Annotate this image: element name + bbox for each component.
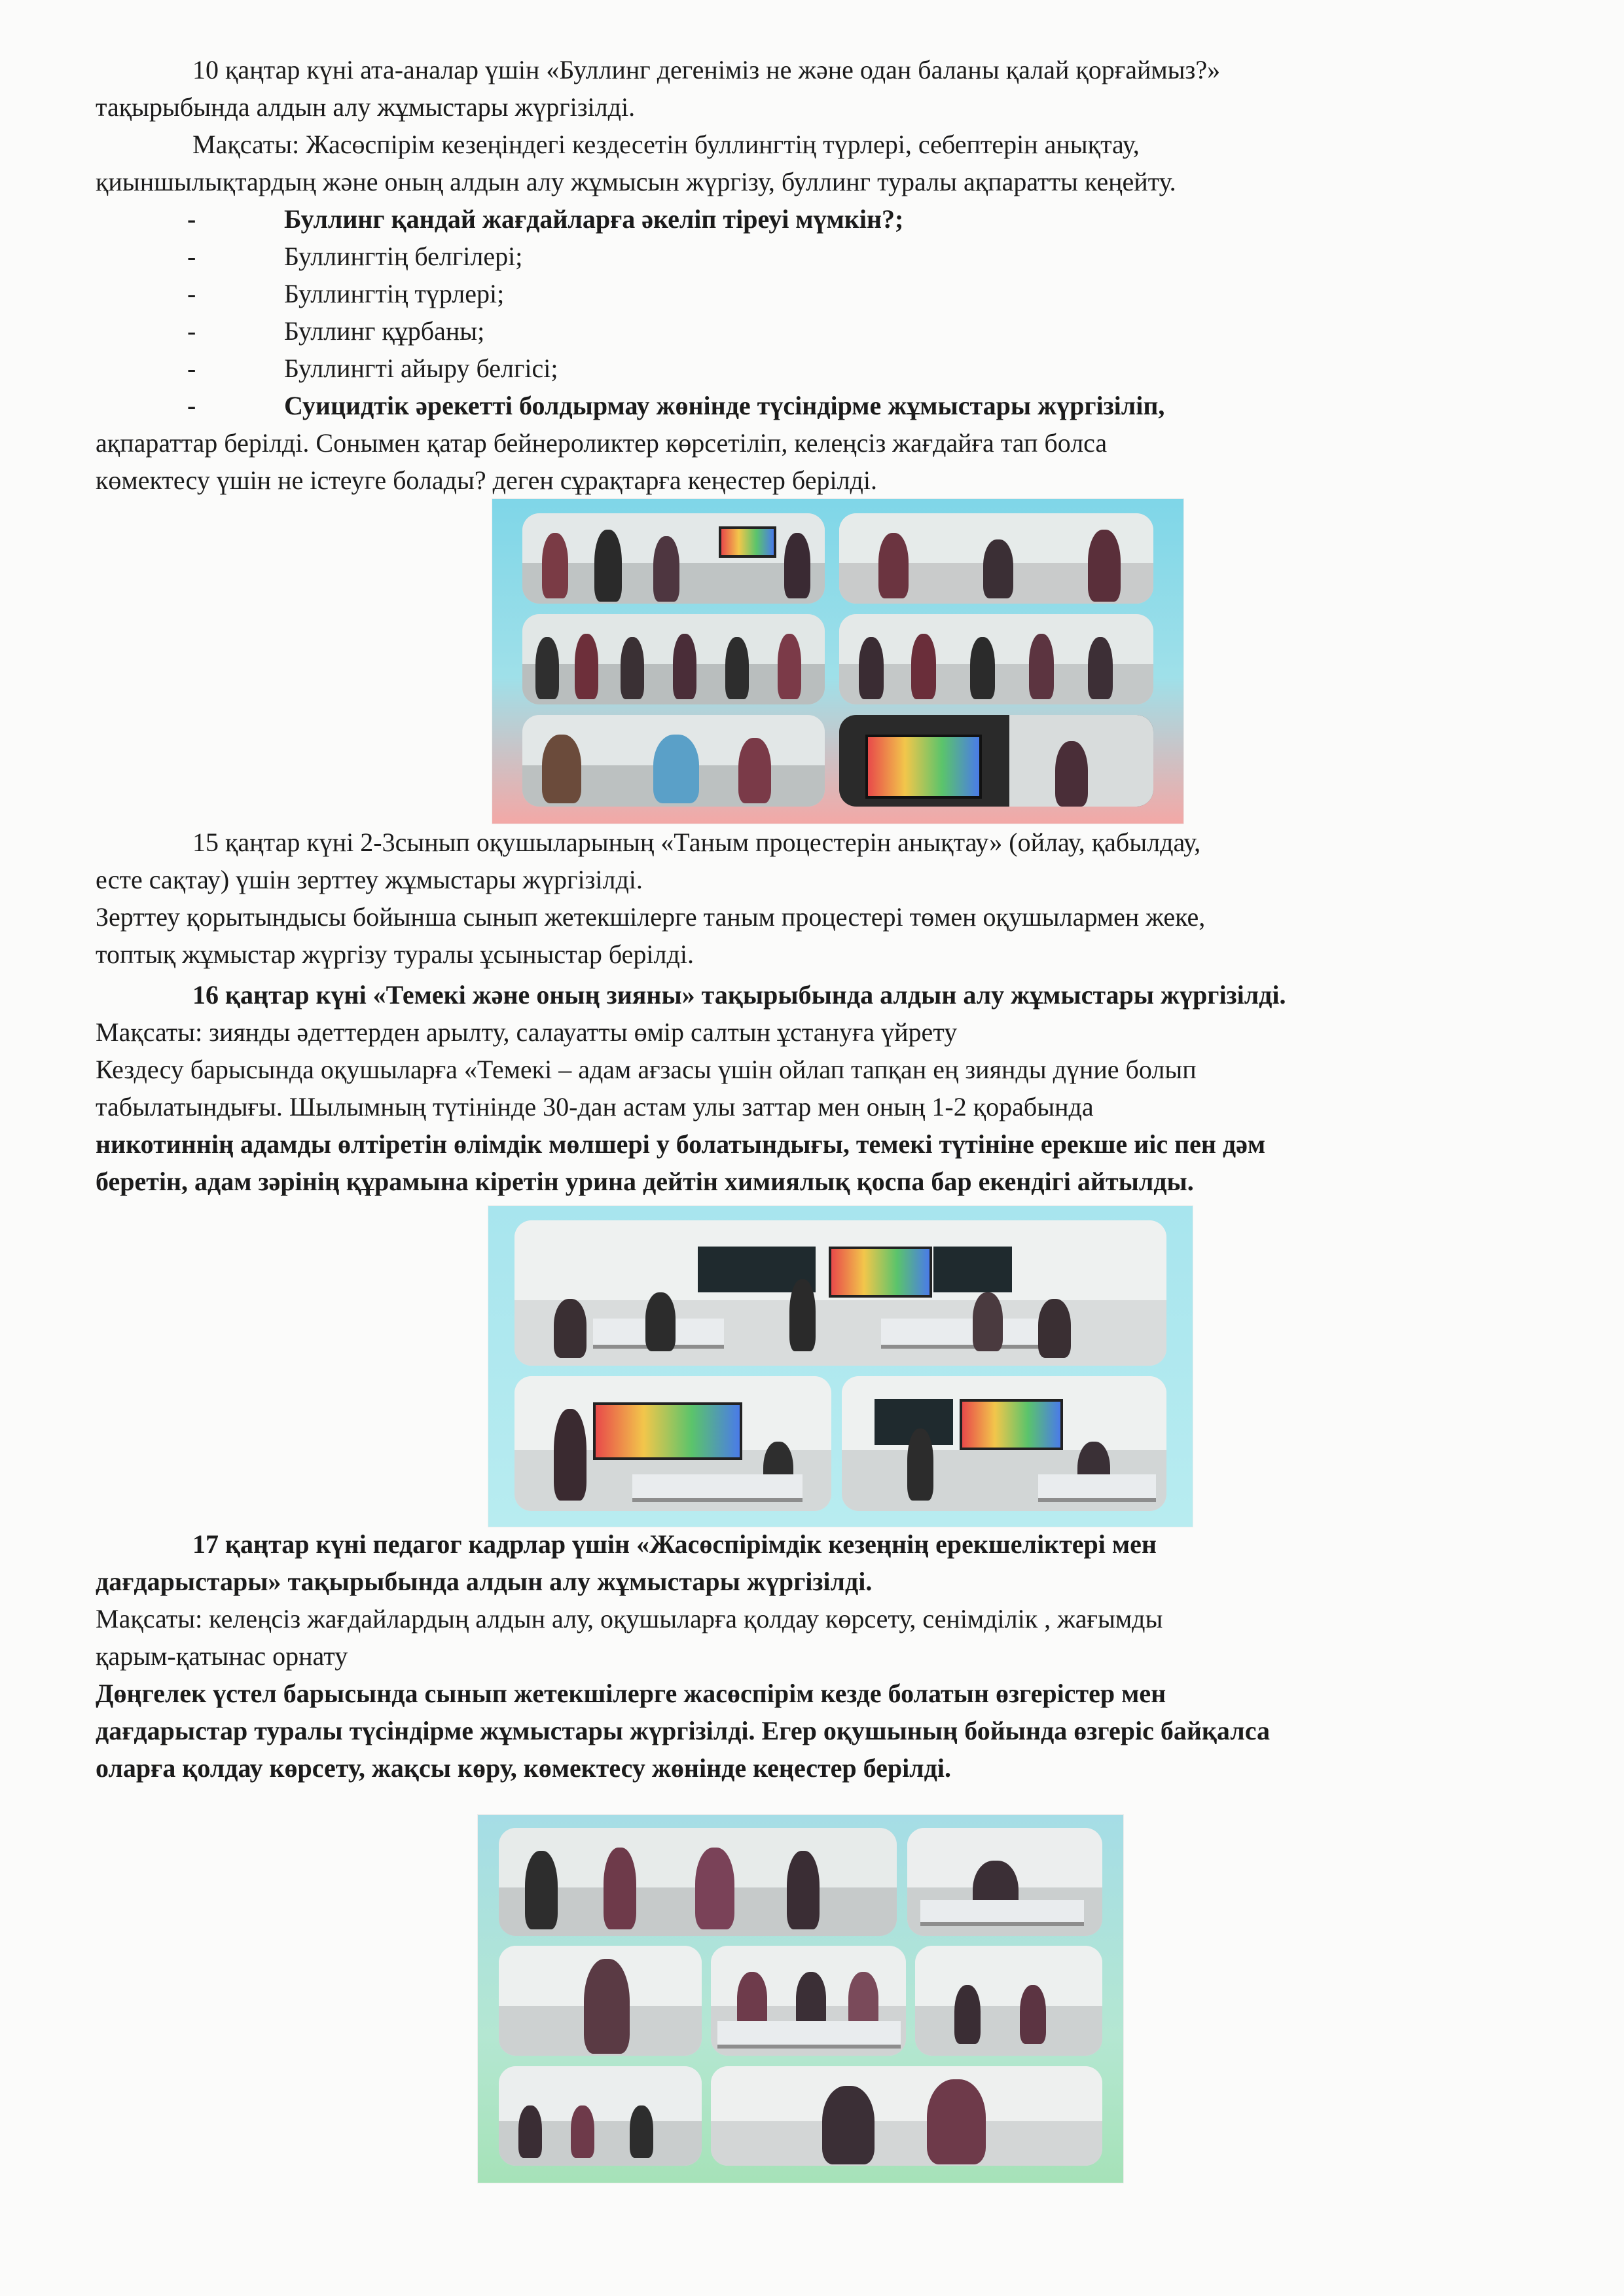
photo-teacher-closeup	[711, 2066, 1102, 2166]
photo-teacher-at-board	[514, 1376, 831, 1511]
photo-teacher-speaking	[499, 1946, 702, 2056]
list-item: - Буллингтің түрлері;	[96, 275, 1503, 312]
photo-parents-group	[522, 513, 825, 604]
paragraph-line: топтық жұмыстар жүргізу туралы ұсыныстар берілді.	[96, 939, 694, 969]
paragraph-line: 16 қаңтар күні «Темекі және оның зияны» тақырыбында алдын алу жұмыстары жүргізілді.	[192, 980, 1286, 1010]
photo-presentation-screen	[839, 715, 1153, 807]
intro-line: тақырыбында алдын алу жұмыстары жүргізілді.	[96, 92, 636, 122]
photo-parents-circle	[522, 614, 825, 704]
goal-line: қарым-қатынас орнату	[96, 1641, 348, 1671]
photo-round-table-wide	[499, 2066, 702, 2166]
paragraph-line: беретін, адам зәрінің құрамына кіретін урина дейтін химиялық қоспа бар екендігі айтылды.	[96, 1167, 1194, 1196]
section-teachers-adolescence	[96, 1525, 1503, 1787]
paragraph-line: Зерттеу қорытындысы бойынша сынып жетекшілерге таным процестері төмен оқушылармен жеке,	[96, 902, 1206, 932]
section-tobacco-harm	[96, 976, 1503, 1200]
list-item: - Буллинг қандай жағдайларға әкеліп тіреуі мүмкін?;	[96, 200, 1503, 238]
photo-teachers-writing	[907, 1828, 1102, 1936]
section-bullying-parents	[96, 51, 1503, 499]
goal-line: Мақсаты: келеңсіз жағдайлардың алдын алу, оқушыларға қолдау көрсету, сенімділік , жағымды	[96, 1604, 1163, 1633]
paragraph-line: никотиннің адамды өлтіретін өлімдік мөлшері у болатындығы, темекі түтініне ерекше иіс пен дәм	[96, 1129, 1266, 1159]
photo-collage-round-table	[478, 1815, 1123, 2183]
goal-line: Мақсаты: Жасөспірім кезеңіндегі кездесетін буллингтің түрлері, себептерін анықтау,	[192, 130, 1140, 159]
paragraph-line: дағдарыстары» тақырыбында алдын алу жұмыстары жүргізілді.	[96, 1567, 873, 1596]
photo-students-at-desks	[842, 1376, 1166, 1511]
photo-parents-circle-2	[839, 614, 1153, 704]
paragraph-line: Кездесу барысында оқушыларға «Темекі – адам ағзасы үшін ойлап тапқан ең зиянды дүние болып	[96, 1055, 1197, 1084]
list-item: - Буллингтің белгілері;	[96, 238, 1503, 275]
photo-collage-parents-meeting	[492, 499, 1183, 824]
paragraph-line: көмектесу үшін не істеуге болады? деген сұрақтарға кеңестер берілді.	[96, 465, 878, 495]
goal-line: қиыншылықтардың және оның алдын алу жұмысын жүргізу, буллинг туралы ақпаратты кеңейту.	[96, 167, 1176, 196]
paragraph-line: есте сақтау) үшін зерттеу жұмыстары жүргізілді.	[96, 865, 643, 894]
section-cognitive-research	[96, 824, 1503, 973]
goal-line: Мақсаты: зиянды әдеттерден арылту, салауатты өмір салтын ұстануға үйрету	[96, 1017, 958, 1047]
photo-teachers-group	[499, 1828, 897, 1936]
paragraph-line: Дөңгелек үстел барысында сынып жетекшілерге жасөспірім кезде болатын өзгерістер мен	[96, 1679, 1166, 1708]
bullying-topics-list	[96, 200, 1503, 424]
paragraph-line: 17 қаңтар күні педагог кадрлар үшін «Жасөспірімдік кезеңнің ерекшеліктері мен	[192, 1529, 1157, 1559]
list-item: - Суицидтік әрекетті болдырмау жөнінде түсіндірме жұмыстары жүргізіліп,	[96, 387, 1503, 424]
paragraph-line: оларға қолдау көрсету, жақсы көру, көмектесу жөнінде кеңестер берілді.	[96, 1753, 951, 1783]
photo-classroom-teachers	[915, 1946, 1102, 2056]
intro-line: 10 қаңтар күні ата-аналар үшін «Буллинг дегеніміз не және одан баланы қалай қорғаймыз?»	[192, 55, 1221, 84]
photo-parents-exercise	[839, 513, 1153, 604]
paragraph-line: дағдарыстар туралы түсіндірме жұмыстары жүргізілді. Егер оқушының бойында өзгеріс байқалса	[96, 1716, 1270, 1745]
photo-teachers-at-table	[711, 1946, 906, 2056]
paragraph-line: ақпараттар берілді. Сонымен қатар бейнероликтер көрсетіліп, келеңсіз жағдайға тап болса	[96, 428, 1108, 458]
paragraph-line: 15 қаңтар күні 2-3сынып оқушыларының «Таным процестерін анықтау» (ойлау, қабылдау,	[192, 828, 1201, 857]
list-item: - Буллингті айыру белгісі;	[96, 350, 1503, 387]
photo-classroom-wide	[514, 1220, 1166, 1366]
photo-collage-tobacco-lesson	[488, 1206, 1193, 1527]
paragraph-line: табылатындығы. Шылымның түтінінде 30-дан астам улы заттар мен оның 1-2 қорабында	[96, 1092, 1094, 1121]
list-item: - Буллинг құрбаны;	[96, 312, 1503, 350]
photo-parents-discussion	[522, 715, 825, 807]
